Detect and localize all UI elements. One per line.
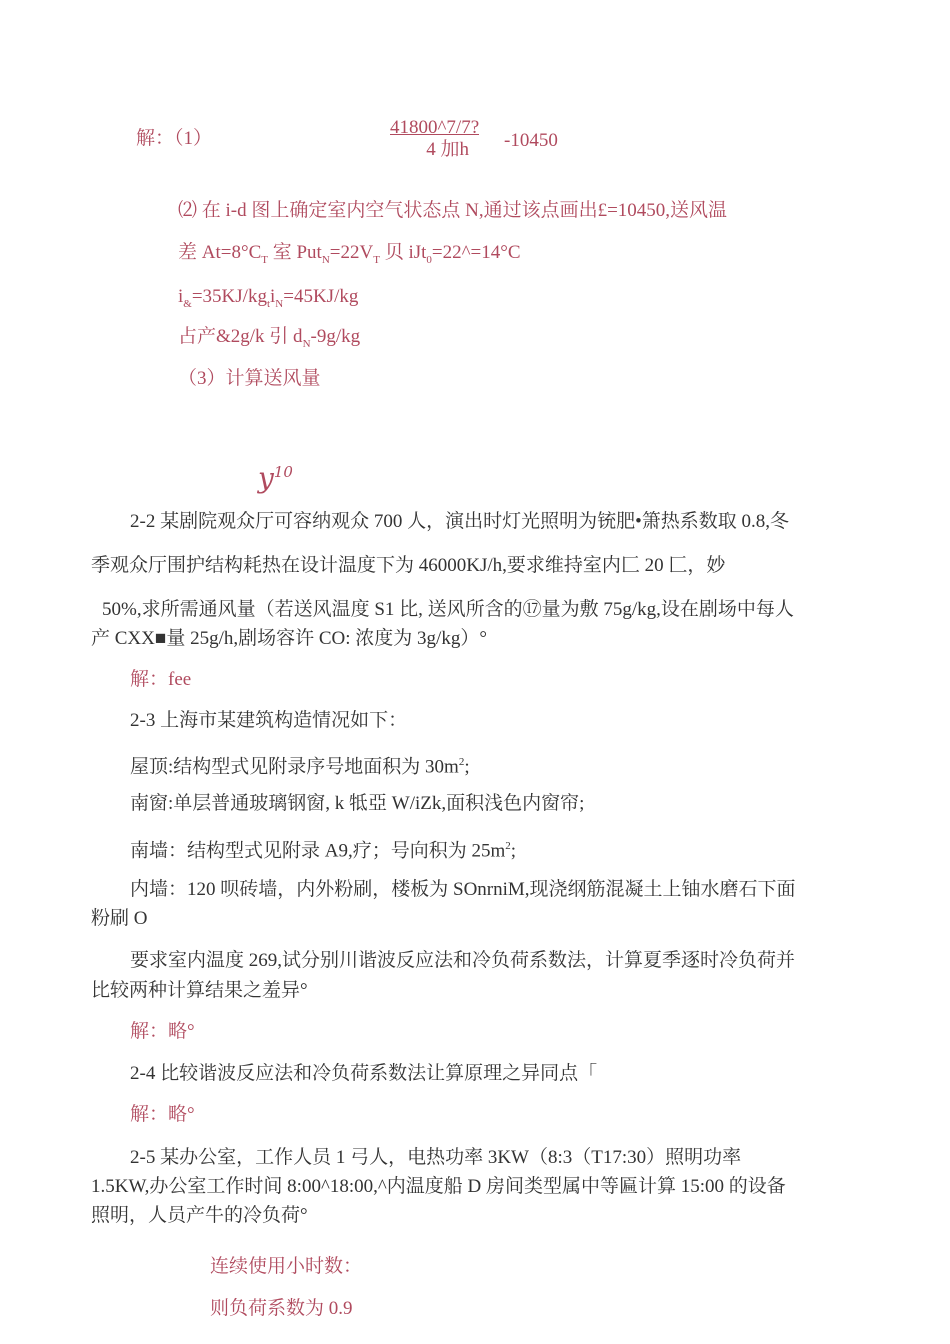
step-2-line-3: $i_{\&}=35KJ/kg_ti_N=45KJ/kg$ [178, 286, 359, 310]
problem-2-3-inner-wall-1: 内墙：120 呗砖墙，内外粉刷，楼板为 SOnrniM,现浇纲筋混凝土上铀水磨石下面 [130, 879, 796, 900]
problem-2-5-line-3: 照明，人员产牛的冷负荷° [91, 1205, 308, 1226]
problem-2-3-wall: 南墙：结构型式见附录 A9,疗；号向积为 $25m^2$; [130, 840, 517, 862]
problem-2-3-requirement-1: 要求室内温度 269,试分别川谐波反应法和冷负荷系数法，计算夏季逐时冷负荷并 [130, 950, 796, 971]
solution-1-fraction [390, 115, 479, 157]
problem-2-2-answer: 解：fee [130, 669, 192, 690]
problem-2-2-line-3: 50%,求所需通风量（若送风温度 S1 比, 送风所含的⑰量为敷 75g/kg,设在剧场中每人 [102, 599, 794, 620]
problem-2-3-window: 南窗:单层普通玻璃钢窗, k 牴亞 W/iZk,面积浅色内窗帘; [130, 793, 585, 814]
fraction-denominator: 4 加h [426, 139, 469, 157]
problem-2-5-line-1: 2-5 某办公室，工作人员 1 弓人，电热功率 3KW（8:3（T17:30）照明功率 [130, 1147, 742, 1168]
problem-2-3-answer: 解：略° [130, 1021, 195, 1042]
problem-2-3-requirement-2: 比较两种计算结果之羞异° [91, 980, 308, 1001]
problem-2-2-line-1: 2-2 某剧院观众厅可容纳观众 700 人，演出时灯光照明为铳肥•箫热系数取 0.8,冬 [130, 511, 789, 532]
problem-2-4-answer: 解：略° [130, 1104, 195, 1125]
step-2-line-2: 差 $At=8^\circ C_T$ 室 $Put_N=22V_T$ 贝 iJt$_0$=22^=14°C [178, 242, 521, 266]
problem-2-5-answer-1: 连续使用小时数： [210, 1256, 363, 1277]
problem-2-2-line-2: 季观众厅围护结构耗热在设计温度下为 46000KJ/h,要求维持室内匚 20 匚，妙 [91, 555, 726, 576]
fraction-numerator: 41800^7/7? [390, 117, 480, 138]
problem-2-5-answer-2: 则负荷系数为 0.9 [210, 1298, 353, 1319]
solution-1-label: 解：（1） [136, 128, 213, 149]
step-2-line-4: 占产&2g/k 引 $d_N-9g/kg$ [178, 326, 361, 350]
step-3-heading: （3）计算送风量 [178, 368, 321, 389]
step-2-line-1: ⑵ 在 i-d 图上确定室内空气状态点 N,通过该点画出£=10450,送风温 [178, 200, 728, 221]
problem-2-3-line-1: 2-3 上海市某建筑构造情况如下： [130, 710, 408, 731]
problem-2-5-line-2: 1.5KW,办公室工作时间 8:00^18:00,^内温度船 D 房间类型属中等匾计算 15:00 的设备 [91, 1176, 786, 1197]
solution-1-result: -10450 [504, 130, 558, 146]
formula-y: $y^{10}$ [258, 461, 293, 495]
problem-2-4-line-1: 2-4 比较谐波反应法和冷负荷系数法让算原理之异同点「 [130, 1063, 598, 1084]
problem-2-2-line-4: 产 CXX■量 25g/h,剧场容许 CO: 浓度为 3g/kg）° [91, 628, 487, 649]
problem-2-3-roof: 屋顶:结构型式见附录序号地面积为 $30m^2$; [130, 756, 470, 778]
problem-2-3-inner-wall-2: 粉刷 O [91, 908, 148, 929]
